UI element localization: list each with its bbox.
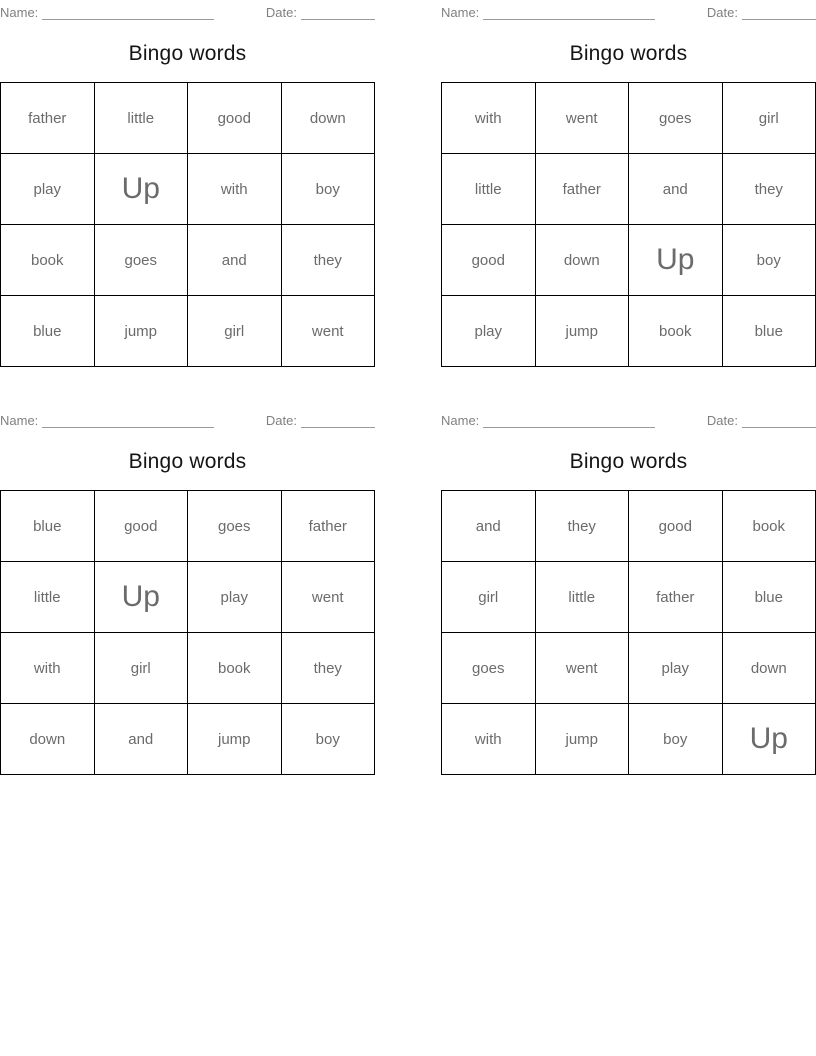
bingo-cell: book bbox=[722, 491, 816, 562]
card-header bbox=[441, 3, 816, 20]
bingo-cell: father bbox=[281, 491, 375, 562]
bingo-row bbox=[1, 633, 375, 704]
bingo-cell: they bbox=[722, 154, 816, 225]
bingo-cell: and bbox=[188, 225, 282, 296]
name-label: Name: bbox=[441, 5, 480, 20]
bingo-cell: goes bbox=[94, 225, 188, 296]
bingo-row bbox=[442, 562, 816, 633]
bingo-cell: and bbox=[442, 491, 536, 562]
bingo-cell: with bbox=[1, 633, 95, 704]
bingo-cell: blue bbox=[722, 296, 816, 367]
bingo-cell: blue bbox=[1, 296, 95, 367]
date-label: Date: bbox=[265, 5, 297, 20]
date-label: Date: bbox=[706, 5, 738, 20]
bingo-cell: blue bbox=[722, 562, 816, 633]
bingo-cell: jump bbox=[535, 704, 629, 775]
bingo-row bbox=[442, 491, 816, 562]
bingo-cell: little bbox=[1, 562, 95, 633]
bingo-cell: book bbox=[188, 633, 282, 704]
bingo-cell: father bbox=[629, 562, 723, 633]
name-label: Name: bbox=[441, 413, 480, 428]
bingo-cell: jump bbox=[94, 296, 188, 367]
bingo-cell: jump bbox=[535, 296, 629, 367]
card-header bbox=[0, 411, 375, 428]
date-line bbox=[742, 5, 816, 20]
bingo-cell: boy bbox=[281, 704, 375, 775]
bingo-cell: they bbox=[281, 633, 375, 704]
bingo-row bbox=[442, 83, 816, 154]
bingo-grid-3 bbox=[0, 490, 375, 775]
date-line bbox=[301, 413, 375, 428]
bingo-cell: down bbox=[1, 704, 95, 775]
bingo-cell: went bbox=[281, 296, 375, 367]
bingo-cell: good bbox=[629, 491, 723, 562]
bingo-card-2 bbox=[441, 3, 816, 367]
bingo-cell: Up bbox=[722, 704, 816, 775]
bingo-cell: they bbox=[535, 491, 629, 562]
bingo-cell: book bbox=[629, 296, 723, 367]
bingo-cell: with bbox=[442, 704, 536, 775]
bingo-grid-2 bbox=[441, 82, 816, 367]
bingo-cell: down bbox=[535, 225, 629, 296]
name-field bbox=[0, 5, 214, 20]
bingo-cell: play bbox=[629, 633, 723, 704]
bingo-cell: jump bbox=[188, 704, 282, 775]
bingo-card-1 bbox=[0, 3, 375, 367]
bingo-row bbox=[442, 633, 816, 704]
name-line bbox=[483, 5, 655, 20]
bingo-cell: with bbox=[188, 154, 282, 225]
bingo-cell: book bbox=[1, 225, 95, 296]
bingo-cell: went bbox=[535, 633, 629, 704]
bingo-row bbox=[1, 296, 375, 367]
bingo-cell: and bbox=[94, 704, 188, 775]
bingo-cell: little bbox=[442, 154, 536, 225]
name-field bbox=[0, 413, 214, 428]
bingo-cell: good bbox=[94, 491, 188, 562]
bingo-row bbox=[1, 83, 375, 154]
bingo-row bbox=[1, 225, 375, 296]
date-label: Date: bbox=[265, 413, 297, 428]
card-title: Bingo words bbox=[128, 450, 247, 473]
bingo-cell: blue bbox=[1, 491, 95, 562]
bingo-cell: little bbox=[94, 83, 188, 154]
name-label: Name: bbox=[0, 413, 39, 428]
name-label: Name: bbox=[0, 5, 39, 20]
name-field bbox=[441, 413, 655, 428]
date-field bbox=[707, 413, 816, 428]
card-header bbox=[0, 3, 375, 20]
bingo-cell: they bbox=[281, 225, 375, 296]
bingo-row bbox=[442, 154, 816, 225]
bingo-row bbox=[1, 704, 375, 775]
card-title: Bingo words bbox=[569, 42, 688, 65]
bingo-cell: girl bbox=[722, 83, 816, 154]
bingo-cell: with bbox=[442, 83, 536, 154]
bingo-cell: little bbox=[535, 562, 629, 633]
bingo-card-3 bbox=[0, 411, 375, 775]
date-line bbox=[742, 413, 816, 428]
name-field bbox=[441, 5, 655, 20]
bingo-cell: father bbox=[1, 83, 95, 154]
date-field bbox=[266, 5, 375, 20]
bingo-cell: went bbox=[535, 83, 629, 154]
bingo-cell: and bbox=[629, 154, 723, 225]
bingo-cell: Up bbox=[94, 562, 188, 633]
bingo-cell: goes bbox=[629, 83, 723, 154]
bingo-cell: Up bbox=[94, 154, 188, 225]
bingo-grid-1 bbox=[0, 82, 375, 367]
bingo-cell: play bbox=[442, 296, 536, 367]
bingo-row bbox=[442, 296, 816, 367]
bingo-cell: boy bbox=[629, 704, 723, 775]
bingo-cell: father bbox=[535, 154, 629, 225]
bingo-cell: play bbox=[188, 562, 282, 633]
bingo-cell: girl bbox=[188, 296, 282, 367]
card-title: Bingo words bbox=[569, 450, 688, 473]
bingo-cell: boy bbox=[722, 225, 816, 296]
bingo-grid-4 bbox=[441, 490, 816, 775]
bingo-cell: girl bbox=[94, 633, 188, 704]
bingo-cell: boy bbox=[281, 154, 375, 225]
bingo-cell: goes bbox=[188, 491, 282, 562]
date-line bbox=[301, 5, 375, 20]
bingo-row bbox=[1, 491, 375, 562]
bingo-cell: went bbox=[281, 562, 375, 633]
date-field bbox=[707, 5, 816, 20]
bingo-cell: good bbox=[442, 225, 536, 296]
bingo-row bbox=[442, 225, 816, 296]
bingo-cell: goes bbox=[442, 633, 536, 704]
bingo-cell: play bbox=[1, 154, 95, 225]
name-line bbox=[42, 5, 214, 20]
bingo-cell: Up bbox=[629, 225, 723, 296]
bingo-cell: good bbox=[188, 83, 282, 154]
bingo-row bbox=[1, 562, 375, 633]
name-line bbox=[483, 413, 655, 428]
bingo-cell: down bbox=[722, 633, 816, 704]
date-label: Date: bbox=[706, 413, 738, 428]
card-header bbox=[441, 411, 816, 428]
bingo-card-4 bbox=[441, 411, 816, 775]
bingo-row bbox=[442, 704, 816, 775]
bingo-row bbox=[1, 154, 375, 225]
bingo-cell: down bbox=[281, 83, 375, 154]
date-field bbox=[266, 413, 375, 428]
bingo-cell: girl bbox=[442, 562, 536, 633]
card-title: Bingo words bbox=[128, 42, 247, 65]
name-line bbox=[42, 413, 214, 428]
